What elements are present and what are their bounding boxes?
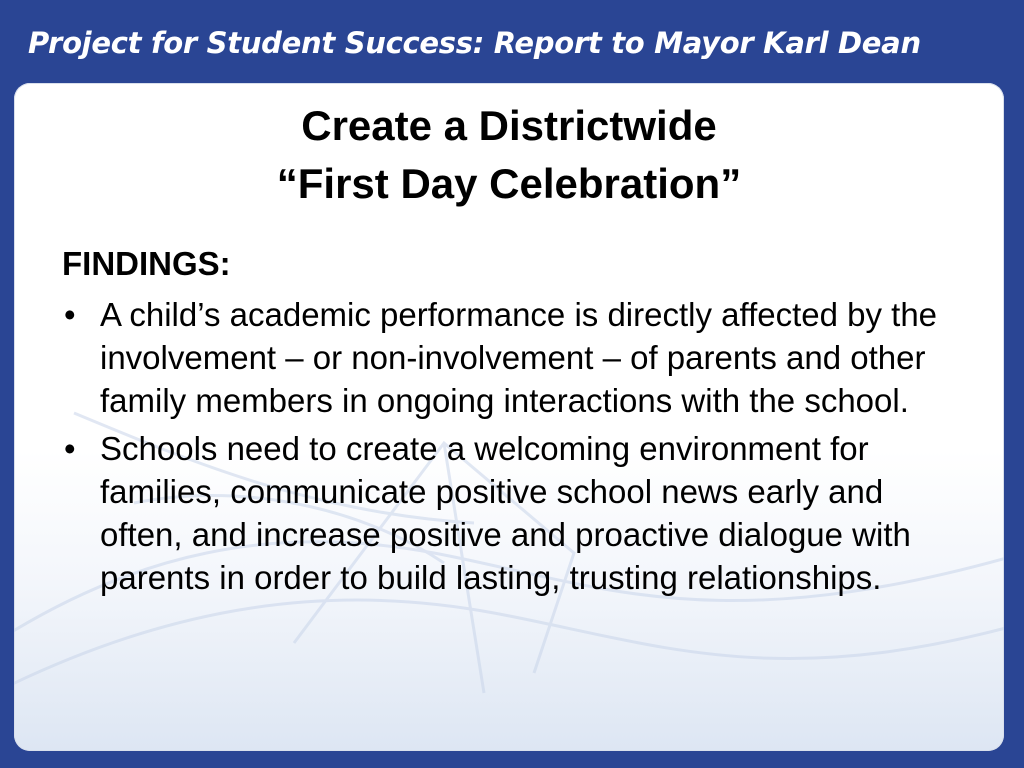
findings-bullet xyxy=(54,293,944,422)
findings-bullet xyxy=(54,427,944,599)
bullet-text: Schools need to create a welcoming environment for families, communicate positive school news early and often, and increase positive and proactive dialogue with parents in order to build lasting, trusting relationships. xyxy=(100,430,911,596)
findings-list xyxy=(54,293,944,604)
slide-title-line-1: Create a Districtwide xyxy=(301,102,717,149)
slide-title xyxy=(14,97,1004,213)
findings-heading: FINDINGS: xyxy=(62,245,231,282)
content-panel xyxy=(14,83,1004,751)
bullet-text: A child’s academic performance is directly affected by the involvement – or non-involvement – of parents and other family members in ongoing interactions with the school. xyxy=(100,296,938,419)
bullet-dot-icon: • xyxy=(64,296,76,333)
slide-title-line-2: “First Day Celebration” xyxy=(276,160,742,207)
header-title: Project for Student Success: Report to Mayor Karl Dean xyxy=(28,26,921,60)
header-bar xyxy=(0,0,1024,82)
bullet-dot-icon: • xyxy=(64,430,76,467)
